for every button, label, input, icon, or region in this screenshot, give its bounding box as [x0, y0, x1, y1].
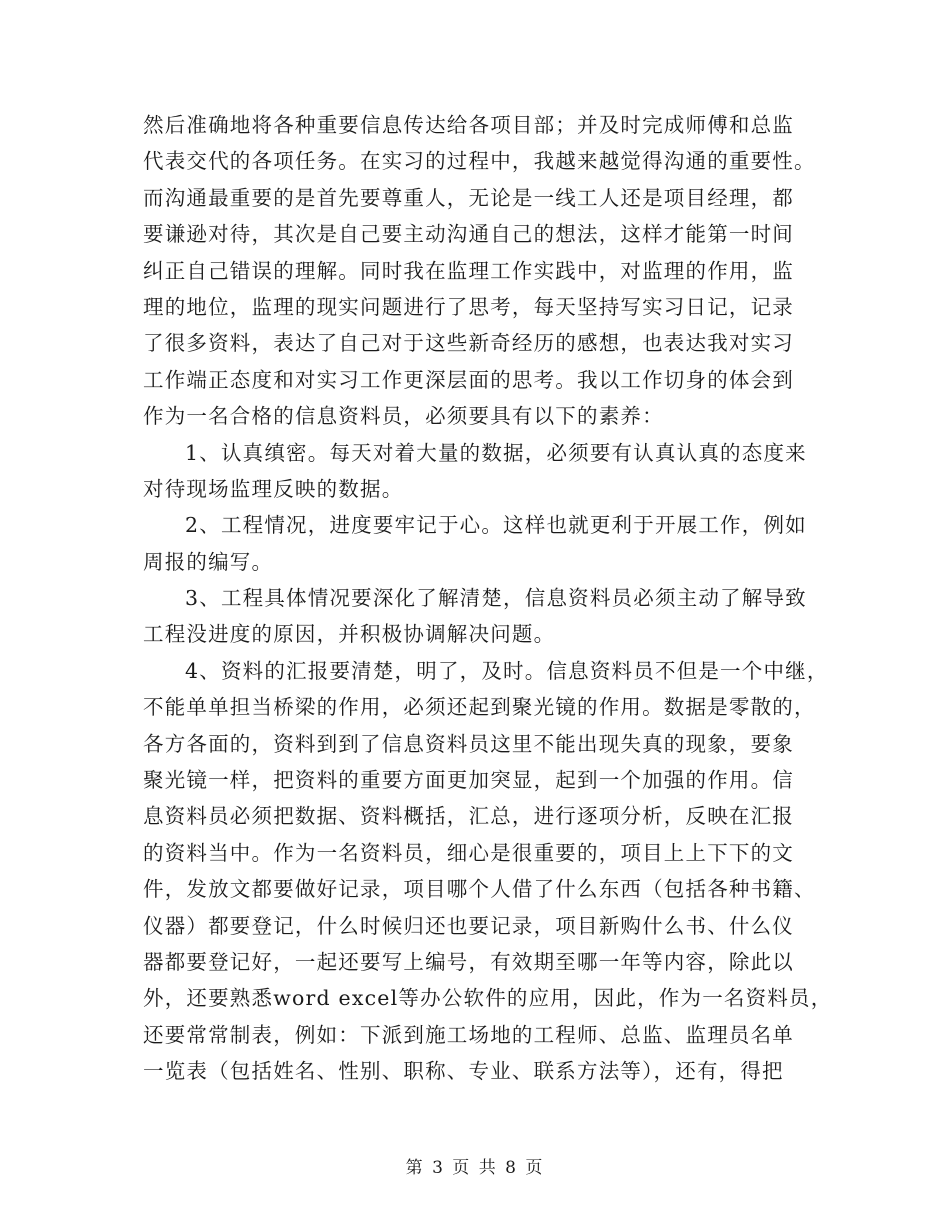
text-line: 1、认真缜密。每天对着大量的数据，必须要有认真认真的态度来: [185, 440, 807, 465]
text-line: 了很多资料，表达了自己对于这些新奇经历的感想，也表达我对实习: [143, 331, 794, 356]
text-line: 息资料员必须把数据、资料概括，汇总，进行逐项分析，反映在汇报: [143, 804, 794, 829]
text-line: 然后准确地将各种重要信息传达给各项目部；并及时完成师傅和总监: [143, 113, 794, 137]
text-line: 仪器）都要登记，什么时候归还也要记录，项目新购什么书、什么仪: [143, 913, 794, 938]
text-line: 还要常常制表，例如：下派到施工场地的工程师、总监、监理员名单: [143, 1022, 794, 1047]
text-line: 器都要登记好，一起还要写上编号，有效期至哪一年等内容，除此以: [143, 949, 794, 974]
text-line: 要谦逊对待，其次是自己要主动沟通自己的想法，这样才能第一时间: [143, 222, 794, 247]
text-line: 3、工程具体情况要深化了解清楚，信息资料员必须主动了解导致: [185, 586, 807, 611]
text-line: 件，发放文都要做好记录，项目哪个人借了什么东西（包括各种书籍、: [143, 877, 816, 902]
text-line: 一览表（包括姓名、性别、职称、专业、联系方法等），还有，得把: [143, 1059, 784, 1084]
text-line: 对待现场监理反映的数据。: [143, 476, 404, 501]
text-line: 工作端正态度和对实习工作更深层面的思考。我以工作切身的体会到: [143, 367, 794, 392]
body-text: [143, 107, 833, 1090]
text-line: 作为一名合格的信息资料员，必须要具有以下的素养：: [143, 404, 664, 429]
text-line: 各方各面的，资料到到了信息资料员这里不能出现失真的现象，要象: [143, 731, 794, 756]
text-line: 代表交代的各项任务。在实习的过程中，我越来越觉得沟通的重要性。: [143, 149, 816, 174]
text-line: 聚光镜一样，把资料的重要方面更加突显，起到一个加强的作用。信: [143, 768, 794, 793]
text-line: 理的地位，监理的现实问题进行了思考，每天坚持写实习日记，记录: [143, 294, 794, 319]
text-line: 不能单单担当桥梁的作用，必须还起到聚光镜的作用。数据是零散的，: [143, 695, 816, 720]
text-line: 周报的编写。: [143, 549, 274, 574]
page-footer: 第 3 页 共 8 页: [405, 1158, 545, 1178]
text-line: 工程没进度的原因，并积极协调解决问题。: [143, 622, 556, 647]
text-line: 纠正自己错误的理解。同时我在监理工作实践中，对监理的作用，监: [143, 258, 794, 283]
text-line: 2、工程情况，进度要牢记于心。这样也就更利于开展工作，例如: [185, 513, 807, 538]
text-line: 而沟通最重要的是首先要尊重人，无论是一线工人还是项目经理，都: [143, 185, 794, 210]
text-line: 的资料当中。作为一名资料员，细心是很重要的，项目上上下下的文: [143, 840, 794, 865]
text-line: 4、资料的汇报要清楚，明了，及时。信息资料员不但是一个中继，: [185, 658, 829, 683]
text-line: 外，还要熟悉word excel等办公软件的应用，因此，作为一名资料员，: [143, 986, 833, 1011]
